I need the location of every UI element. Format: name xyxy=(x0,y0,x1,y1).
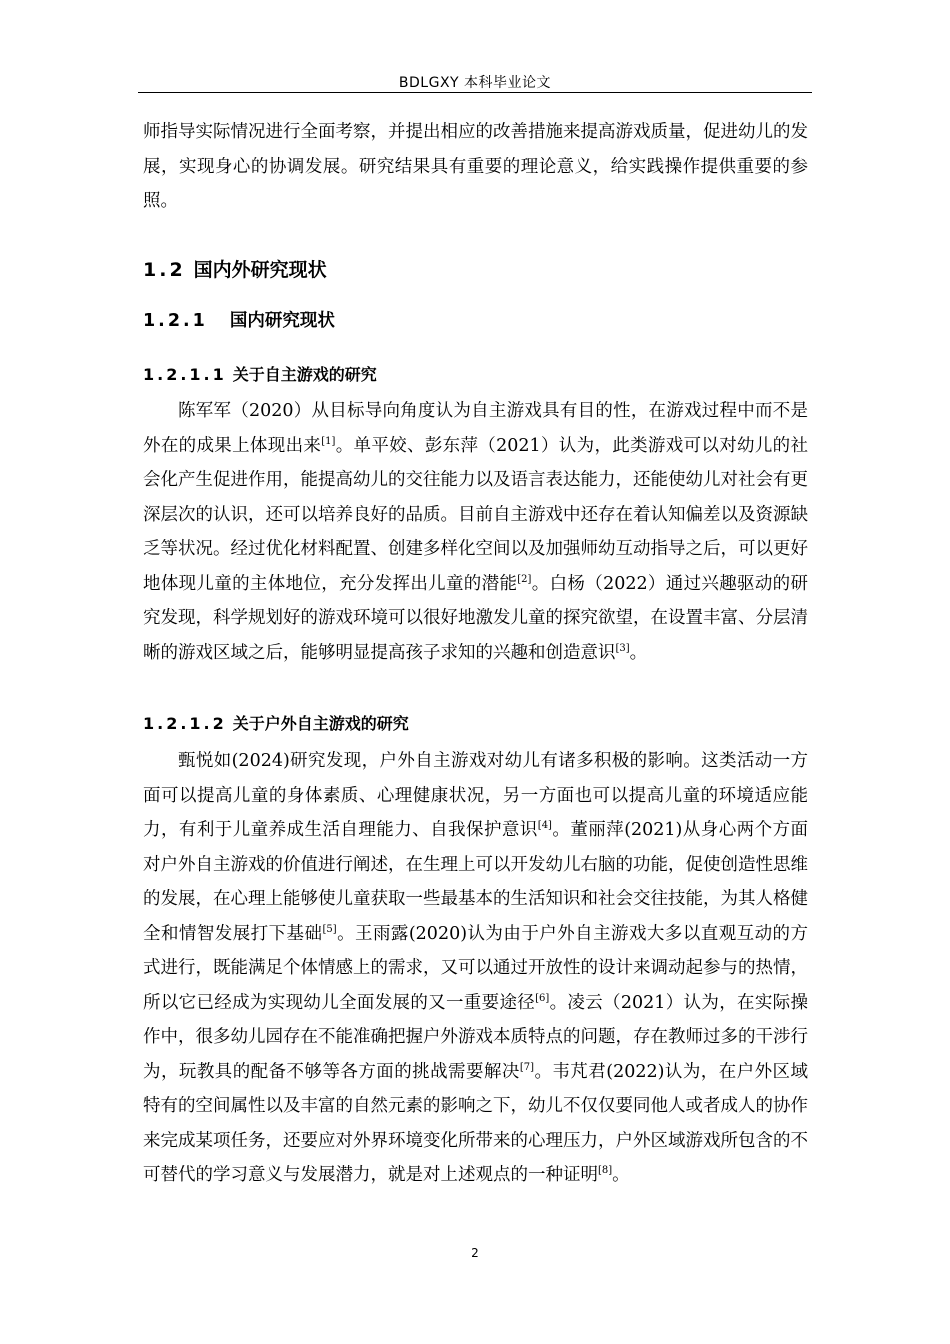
text-segment: 。单平姣、彭东萍（2021）认为，此类游戏可以对幼儿的社会化产生促进作用，能提高幼儿的交往能力以及语言表达能力，还能使幼儿对社会有更深层次的认识，还可以培养良好的品质。目前自主游戏中还存在着认知偏差以及资源缺乏等状况。经过优化材料配置、创建多样化空间以及加强师幼互动指导之后，可以更好地体现儿童的主体地位，充分发挥出儿童的潜能 xyxy=(143,435,808,594)
heading-number: 1.2 xyxy=(143,259,186,281)
text-segment: 。王雨露(2020)认为由于户外自主游戏大多以直观互动的方式进行，既能满足个体情感上的需求，又可以通过开放性的设计来调动起参与的热情，所以它已经成为实现幼儿全面发展的又一重要途径 xyxy=(143,923,808,1013)
text-segment: 。 xyxy=(612,1165,630,1185)
text-segment: 。凌云（2021）认为，在实际操作中，很多幼儿园存在不能准确把握户外游戏本质特点的问题，存在教师过多的干涉行为，玩教具的配备不够等各方面的挑战需要解决 xyxy=(143,992,808,1082)
paragraph-autonomous-play xyxy=(143,394,808,670)
text-segment: 甄悦如(2024)研究发现，户外自主游戏对幼儿有诸多积极的影响。这类活动一方面可以提高儿童的身体素质、心理健康状况，另一方面也可以提高儿童的环境适应能力，有利于儿童养成生活自理能力、自我保护意识 xyxy=(143,751,808,840)
heading-1-2-1-2 xyxy=(143,711,409,734)
heading-number: 1.2.1.1 xyxy=(143,365,227,384)
heading-1-2-1-1 xyxy=(143,362,377,385)
citation: [7] xyxy=(519,1061,535,1073)
citation: [1] xyxy=(321,435,336,447)
paragraph-outdoor-autonomous-play xyxy=(143,744,808,1193)
heading-number: 1.2.1.2 xyxy=(143,714,227,733)
heading-title: 关于自主游戏的研究 xyxy=(232,365,377,384)
citation: [2] xyxy=(517,573,532,585)
heading-title: 国内外研究现状 xyxy=(193,259,327,281)
citation: [4] xyxy=(537,820,552,832)
heading-number: 1.2.1 xyxy=(143,311,208,331)
text-segment: 。董丽萍(2021)从身心两个方面对户外自主游戏的价值进行阐述，在生理上可以开发幼儿右脑的功能，促使创造性思维的发展，在心理上能够使儿童获取一些最基本的生活知识和社会交往技能，为其人格健全和情智发展打下基础 xyxy=(143,820,808,944)
heading-1-2 xyxy=(143,255,327,282)
heading-title: 国内研究现状 xyxy=(229,311,335,331)
text-segment: 陈军军（2020）从目标导向角度认为自主游戏具有目的性，在游戏过程中而不是外在的成果上体现出来 xyxy=(143,401,808,456)
intro-paragraph: 师指导实际情况进行全面考察，并提出相应的改善措施来提高游戏质量，促进幼儿的发展，实现身心的协调发展。研究结果具有重要的理论意义，给实践操作提供重要的参照。 xyxy=(143,122,808,211)
page-number: 2 xyxy=(471,1246,479,1260)
citation: [6] xyxy=(535,992,550,1004)
running-header: BDLGXY 本科毕业论文 xyxy=(398,75,552,91)
text-segment: 。 xyxy=(629,642,648,663)
citation: [8] xyxy=(598,1165,613,1177)
citation: [3] xyxy=(615,642,630,654)
text-segment: 。韦芃君(2022)认为，在户外区域特有的空间属性以及丰富的自然元素的影响之下，幼儿不仅仅要同他人或者成人的协作来完成某项任务，还要应对外界环境变化所带来的心理压力，户外区域游戏所包含的不可替代的学习意义与发展潜力，就是对上述观点的一种证明 xyxy=(143,1061,808,1185)
heading-1-2-1 xyxy=(143,307,335,332)
header-rule xyxy=(138,92,812,93)
text-segment: 。白杨（2022）通过兴趣驱动的研究发现，科学规划好的游戏环境可以很好地激发儿童的探究欲望，在设置丰富、分层清晰的游戏区域之后，能够明显提高孩子求知的兴趣和创造意识 xyxy=(143,573,809,663)
citation: [5] xyxy=(322,923,337,935)
heading-title: 关于户外自主游戏的研究 xyxy=(232,714,409,733)
